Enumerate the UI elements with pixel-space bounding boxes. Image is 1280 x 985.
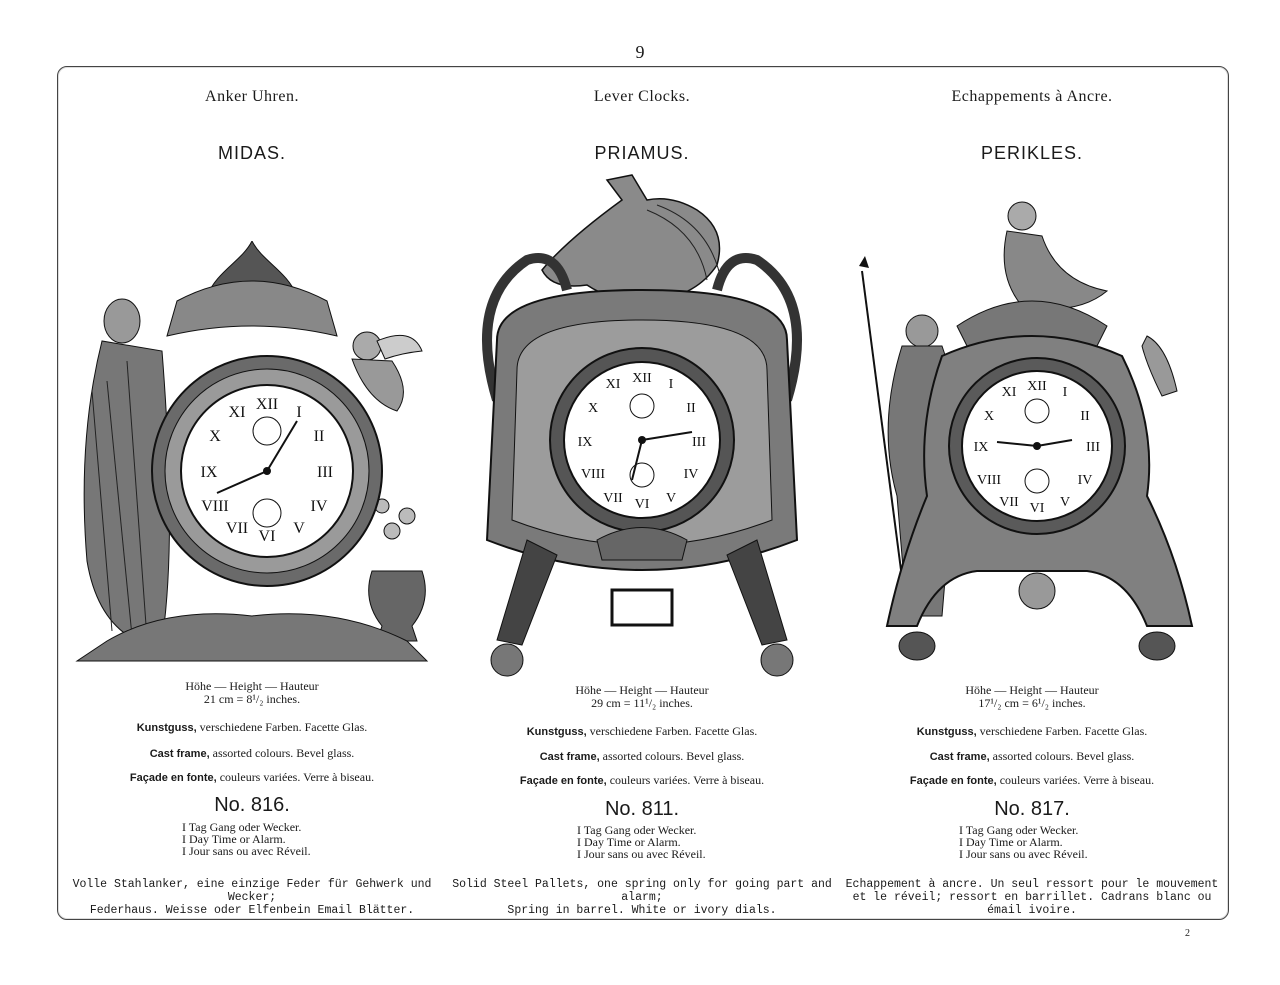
- option-english: I Day Time or Alarm.: [959, 835, 1063, 849]
- options-list: [577, 824, 706, 860]
- options-list: [182, 821, 311, 857]
- movement-note: Echappement à ancre. Un seul ressort pour le mouvement et le réveil; ressort en barrillet. Cadrans blanc ou émail ivoire.: [845, 878, 1219, 917]
- options-list: [959, 824, 1088, 860]
- svg-text:XII: XII: [632, 371, 652, 386]
- svg-text:I: I: [668, 377, 674, 392]
- svg-text:XI: XI: [228, 404, 246, 421]
- svg-text:IV: IV: [683, 467, 699, 482]
- height-value: 17¹/₂ cm = 6¹/₂ inches.: [978, 696, 1086, 710]
- catalog-number: No. 817.: [994, 798, 1070, 820]
- description-german: Kunstguss, verschiedene Farben. Facette Glas.: [136, 720, 368, 734]
- option-german: I Tag Gang oder Wecker.: [577, 823, 697, 837]
- height-value: 29 cm = 11¹/₂ inches.: [591, 696, 693, 710]
- svg-text:X: X: [983, 409, 995, 424]
- svg-text:III: III: [317, 464, 333, 481]
- svg-text:XI: XI: [1001, 385, 1017, 400]
- description-french: Façade en fonte, couleurs variées. Verre à biseau.: [129, 770, 375, 784]
- movement-note: Volle Stahlanker, eine einzige Feder für Gehwerk und Wecker; Federhaus. Weisse oder Elfenbein Email Blätter.: [72, 878, 432, 917]
- description-german: Kunstguss, verschiedene Farben. Facette Glas.: [526, 724, 758, 738]
- catalog-number: No. 816.: [214, 794, 290, 816]
- height-label: Höhe — Height — Hauteur: [965, 683, 1099, 697]
- corner-mark: 2: [1185, 928, 1190, 939]
- catalog-column-priamus: [447, 66, 837, 918]
- svg-text:VII: VII: [999, 495, 1019, 510]
- catalog-column-midas: [57, 66, 447, 918]
- catalog-column-perikles: [837, 66, 1227, 918]
- section-heading: Anker Uhren.: [205, 88, 299, 105]
- svg-text:VII: VII: [225, 520, 249, 537]
- description-french: Façade en fonte, couleurs variées. Verre à biseau.: [519, 773, 765, 787]
- svg-text:III: III: [692, 435, 706, 450]
- svg-text:XII: XII: [255, 396, 279, 413]
- svg-text:VIII: VIII: [201, 498, 229, 515]
- svg-text:II: II: [1080, 409, 1090, 424]
- option-french: I Jour sans ou avec Réveil.: [959, 847, 1088, 861]
- model-name: MIDAS.: [217, 143, 286, 163]
- svg-text:XII: XII: [1027, 379, 1047, 394]
- description-french: Façade en fonte, couleurs variées. Verre à biseau.: [909, 773, 1155, 787]
- svg-text:VIII: VIII: [976, 473, 1002, 488]
- svg-text:X: X: [587, 401, 599, 416]
- svg-text:VIII: VIII: [580, 467, 606, 482]
- svg-text:IV: IV: [310, 498, 328, 515]
- svg-text:VII: VII: [603, 491, 623, 506]
- height-value: 21 cm = 8¹/₂ inches.: [203, 692, 301, 706]
- clock-illustration-priamus: [457, 170, 827, 684]
- svg-text:IX: IX: [577, 435, 593, 450]
- svg-text:VI: VI: [258, 528, 276, 545]
- svg-text:I: I: [1062, 385, 1068, 400]
- description-english: Cast frame, assorted colours. Bevel glass.: [149, 746, 355, 760]
- svg-text:IX: IX: [973, 440, 989, 455]
- svg-text:II: II: [313, 428, 325, 445]
- description-german: Kunstguss, verschiedene Farben. Facette Glas.: [916, 724, 1148, 738]
- page-number: 9: [635, 42, 645, 62]
- model-name: PRIAMUS.: [594, 143, 690, 163]
- svg-text:VI: VI: [1029, 501, 1045, 516]
- svg-text:V: V: [665, 491, 677, 506]
- svg-text:V: V: [1059, 495, 1071, 510]
- clock-illustration-perikles: [847, 196, 1217, 682]
- option-french: I Jour sans ou avec Réveil.: [577, 847, 706, 861]
- height-label: Höhe — Height — Hauteur: [575, 683, 709, 697]
- model-name: PERIKLES.: [980, 143, 1084, 163]
- svg-text:IV: IV: [1077, 473, 1093, 488]
- movement-note: Solid Steel Pallets, one spring only for going part and alarm; Spring in barrel. White or ivory dials.: [452, 878, 832, 917]
- option-french: I Jour sans ou avec Réveil.: [182, 844, 311, 858]
- svg-text:II: II: [686, 401, 696, 416]
- svg-text:XI: XI: [605, 377, 621, 392]
- description-english: Cast frame, assorted colours. Bevel glass.: [929, 749, 1135, 763]
- svg-text:IX: IX: [200, 464, 218, 481]
- svg-text:III: III: [1086, 440, 1100, 455]
- option-german: I Tag Gang oder Wecker.: [959, 823, 1079, 837]
- svg-text:V: V: [293, 520, 305, 537]
- section-heading: Echappements à Ancre.: [951, 88, 1113, 105]
- option-german: I Tag Gang oder Wecker.: [182, 820, 302, 834]
- description-english: Cast frame, assorted colours. Bevel glass.: [539, 749, 745, 763]
- catalog-number: No. 811.: [604, 798, 680, 820]
- svg-text:VI: VI: [634, 497, 650, 512]
- option-english: I Day Time or Alarm.: [577, 835, 681, 849]
- section-heading: Lever Clocks.: [593, 88, 691, 105]
- height-label: Höhe — Height — Hauteur: [185, 679, 319, 693]
- option-english: I Day Time or Alarm.: [182, 832, 286, 846]
- svg-text:X: X: [209, 428, 221, 445]
- svg-text:I: I: [296, 404, 302, 421]
- clock-illustration-midas: [67, 241, 437, 681]
